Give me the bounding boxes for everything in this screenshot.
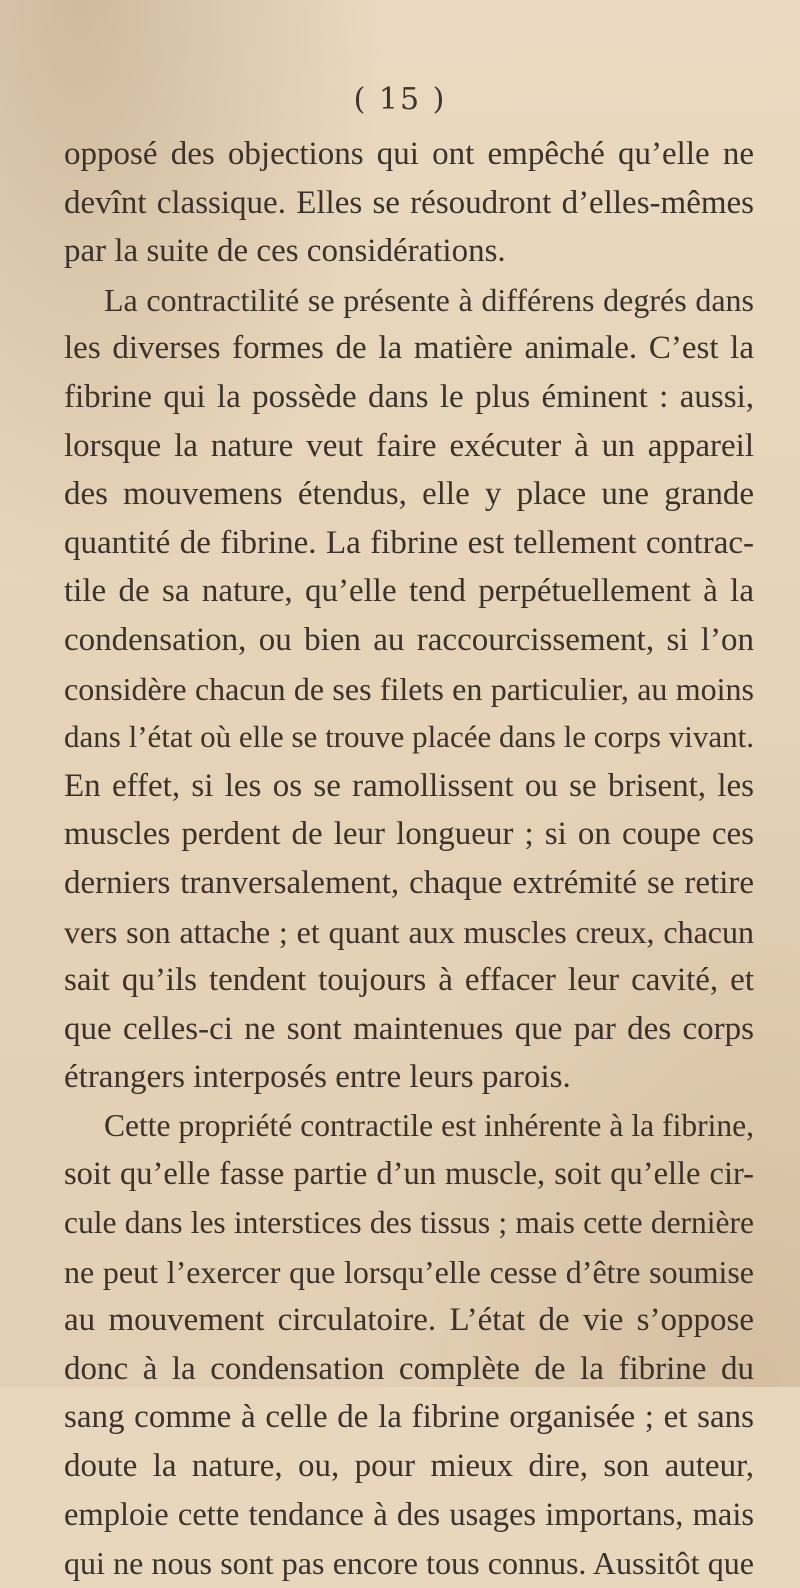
text-line: des mouvemens étendus, elle y place une grande bbox=[64, 476, 754, 513]
text-line: condensation, ou bien au raccourcissement, si l’on bbox=[64, 621, 754, 658]
text-line: opposé des objections qui ont empêché qu’elle ne bbox=[64, 136, 754, 172]
text-line: étrangers interposés entre leurs parois. bbox=[64, 1059, 571, 1096]
text-line: par la suite de ces considérations. bbox=[64, 233, 506, 270]
text-line: sait qu’ils tendent toujours à effacer leur cavité, et bbox=[64, 962, 754, 999]
text-line: Cette propriété contractile est inhérente à la fibrine, bbox=[104, 1107, 754, 1143]
text-line: fibrine qui la possède dans le plus éminent : aussi, bbox=[64, 378, 754, 415]
text-line: muscles perdent de leur longueur ; si on coupe ces bbox=[64, 816, 754, 853]
text-line: lorsque la nature veut faire exécuter à un appareil bbox=[64, 427, 754, 464]
text-line: doute la nature, ou, pour mieux dire, son auteur, bbox=[64, 1448, 754, 1485]
text-line: quantité de fibrine. La fibrine est tellement contrac- bbox=[64, 524, 754, 561]
text-line: La contractilité se présente à différens degrés dans bbox=[104, 281, 754, 318]
text-line: En effet, si les os se ramollissent ou se brisent, les bbox=[64, 767, 754, 804]
text-line: ne peut l’exercer que lorsqu’elle cesse d’être soumise bbox=[64, 1253, 754, 1290]
text-line: devînt classique. Elles se résoudront d’elles-mêmes bbox=[64, 184, 754, 221]
text-line: les diverses formes de la matière animale. C’est la bbox=[64, 330, 754, 367]
text-line: derniers tranversalement, chaque extrémité se retire bbox=[64, 864, 754, 901]
body-text bbox=[64, 130, 754, 1588]
text-line: vers son attache ; et quant aux muscles creux, chacun bbox=[64, 913, 754, 950]
text-line: cule dans les interstices des tissus ; mais cette dernière bbox=[64, 1205, 754, 1241]
text-line: au mouvement circulatoire. L’état de vie s’oppose bbox=[64, 1302, 754, 1339]
page-number: ( 15 ) bbox=[353, 82, 447, 117]
text-line: qui ne nous sont pas encore tous connus. Aussitôt que bbox=[64, 1545, 754, 1582]
text-line: dans l’état où elle se trouve placée dans le corps vivant. bbox=[64, 719, 754, 755]
text-line: tile de sa nature, qu’elle tend perpétuellement à la bbox=[64, 573, 754, 610]
text-line: que celles-ci ne sont maintenues que par des corps bbox=[64, 1010, 754, 1047]
text-line: sang comme à celle de la fibrine organisée ; et sans bbox=[64, 1399, 754, 1436]
text-line: soit qu’elle fasse partie d’un muscle, soit qu’elle cir- bbox=[64, 1156, 754, 1193]
text-line: considère chacun de ses filets en particulier, au moins bbox=[64, 670, 754, 707]
text-line: emploie cette tendance à des usages importans, mais bbox=[64, 1496, 754, 1533]
text-line: donc à la condensation complète de la fibrine du bbox=[64, 1350, 754, 1387]
